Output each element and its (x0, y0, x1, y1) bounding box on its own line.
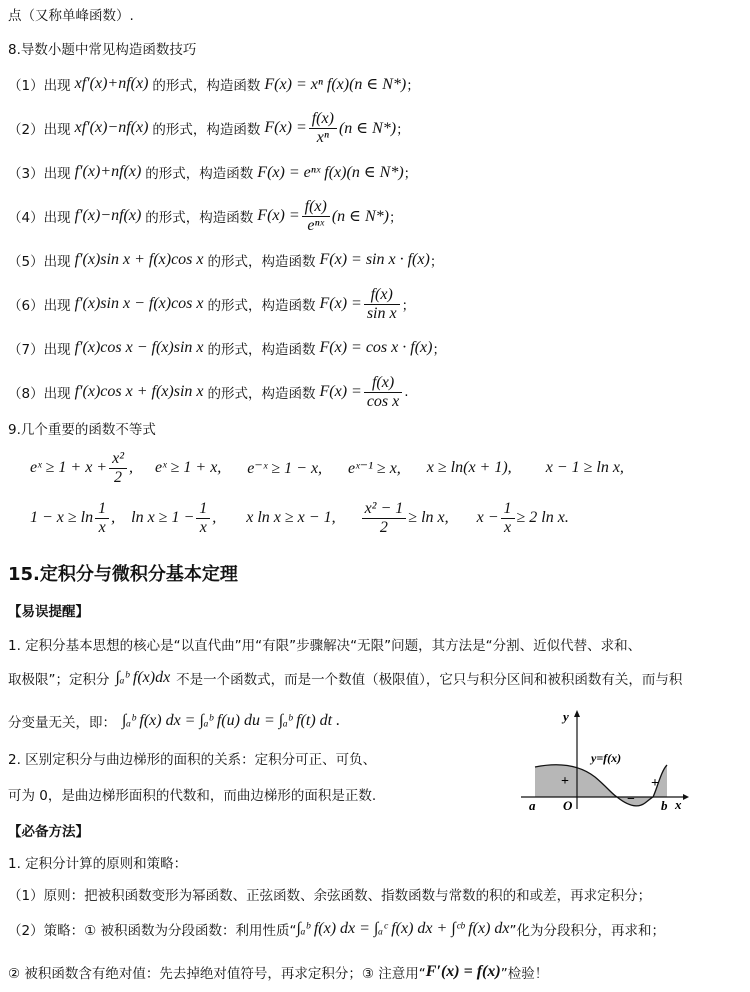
list-item: （5）出现 f′(x)sin x + f(x)cos x 的形式，构造函数 F(x) = sin x · f(x) ； (8, 251, 444, 270)
minus-sign: − (627, 792, 635, 807)
fraction: $\frac{f(x)}{\text{sin x}}$ (364, 286, 400, 323)
list-item: （6）出现 f′(x)sin x − f(x)cos x 的形式，构造函数 F(x) = $\frac{f(x)}{\text{sin x}}$ ； (8, 285, 416, 322)
plus-sign-left: + (561, 774, 569, 789)
paragraph-2b: 可为 0，是曲边梯形面积的代数和，而曲边梯形的面积是正数. (8, 788, 377, 804)
heading-9: 9.几个重要的函数不等式 (8, 422, 156, 438)
list-item: （2）出现 xf′(x)−nf(x) 的形式，构造函数 F(x) = $\frac{f(x)}{\text{xⁿ}}$ (n ∈ N*) ； (8, 109, 410, 146)
fraction: $\frac{1}{x}$ (95, 500, 109, 537)
plus-sign-right: + (651, 776, 659, 791)
x-axis-label: x (675, 797, 682, 811)
fraction: $\frac{1}{x}$ (196, 500, 210, 537)
top-line: 点（又称单峰函数）. (8, 8, 134, 24)
point-b-label: b (661, 798, 668, 811)
heading-8: 8.导数小题中常见构造函数技巧 (8, 42, 197, 58)
x-axis-arrow (683, 794, 689, 800)
list-item: （7）出现 f′(x)cos x − f(x)sin x 的形式，构造函数 F(x) = cos x · f(x) ； (8, 339, 446, 358)
list-item: （4）出现 f′(x)−nf(x) 的形式，构造函数 F(x) = $\frac{f(x)}{\text{eⁿˣ}}$ (n ∈ N*) ； (8, 197, 403, 234)
section-title: 15.定积分与微积分基本定理 (8, 564, 238, 585)
paragraph-4: （1）原则：把被积函数变形为幂函数、正弦函数、余弦函数、指数函数与常数的积的和或差，再求定积分； (8, 888, 652, 904)
list-item: （8）出现 f′(x)cos x + f(x)sin x 的形式，构造函数 F(x) = $\frac{f(x)}{\text{cos x}}$ . (8, 373, 409, 410)
paragraph-6: ② 被积函数含有绝对值：先去掉绝对值符号，再求定积分；③ 注意用“ F′(x) = f(x) ”检验！ (8, 963, 549, 982)
y-axis-arrow (574, 710, 580, 717)
paragraph-1b: 取极限”；定积分 ∫ₐᵇ f(x)dx 不是一个函数式，而是一个数值（极限值），它只与积分区间和被积函数有关，而与积 (8, 669, 683, 688)
inequality-row-2: 1 − x ≥ ln $\frac{1}{x}$ , ln x ≥ 1 − $\frac{1}{x}$ , x ln x ≥ x − 1, $\frac{\text{x² − 1}}{2}$ ≥ ln x, x − $\frac{1}{x}$ ≥ 2 ln x. (30, 499, 569, 536)
fraction: $\frac{f(x)}{\text{eⁿˣ}}$ (302, 198, 330, 235)
paragraph-3: 1. 定积分计算的原则和策略： (8, 856, 188, 872)
label-required-methods: 【必备方法】 (8, 824, 89, 840)
origin-label: O (563, 798, 573, 811)
point-a-label: a (529, 798, 536, 811)
paragraph-1a: 1. 定积分基本思想的核心是“以直代曲”用“有限”步骤解决“无限”问题，其方法是“分割、近似代替、求和、 (8, 638, 642, 654)
fraction: $\frac{f(x)}{\text{xⁿ}}$ (309, 110, 337, 147)
paragraph-2a: 2. 区别定积分与曲边梯形的面积的关系：定积分可正、可负、 (8, 752, 377, 768)
label-common-mistakes: 【易误提醒】 (8, 604, 89, 620)
construct-function-list (8, 64, 446, 416)
fraction: $\frac{\text{x²}}{2}$ (109, 450, 127, 487)
fraction: $\frac{\text{x² − 1}}{2}$ (362, 500, 407, 537)
y-axis-label: y (563, 709, 569, 724)
paragraph-1c: 分变量无关，即： ∫ₐᵇ f(x) dx = ∫ₐᵇ f(u) du = ∫ₐᵇ f(t) dt . (8, 712, 341, 731)
fraction: $\frac{f(x)}{\text{cos x}}$ (364, 374, 402, 411)
fraction: $\frac{1}{x}$ (501, 500, 515, 537)
function-label: y=f(x) (591, 751, 622, 765)
integral-graph (515, 705, 690, 811)
inequality-row-1: eˣ ≥ 1 + x + $\frac{\text{x²}}{2}$ , eˣ ≥ 1 + x, e⁻ˣ ≥ 1 − x, eˣ⁻¹ ≥ x, x ≥ ln(x + 1), x − 1 ≥ ln x, (30, 449, 624, 486)
list-item: （1）出现 xf′(x)+nf(x) 的形式，构造函数 F(x) = xⁿ f(x)(n ∈ N*) ； (8, 75, 420, 94)
paragraph-5: （2）策略：① 被积函数为分段函数：利用性质“ ∫ₐᵇ f(x) dx = ∫ₐᶜ f(x) dx + ∫ᶜᵇ f(x) dx ”化为分段积分，再求和； (8, 920, 666, 939)
list-item: （3）出现 f′(x)+nf(x) 的形式，构造函数 F(x) = eⁿˣ f(x)(n ∈ N*) ； (8, 163, 418, 182)
positive-area-left (535, 765, 617, 797)
